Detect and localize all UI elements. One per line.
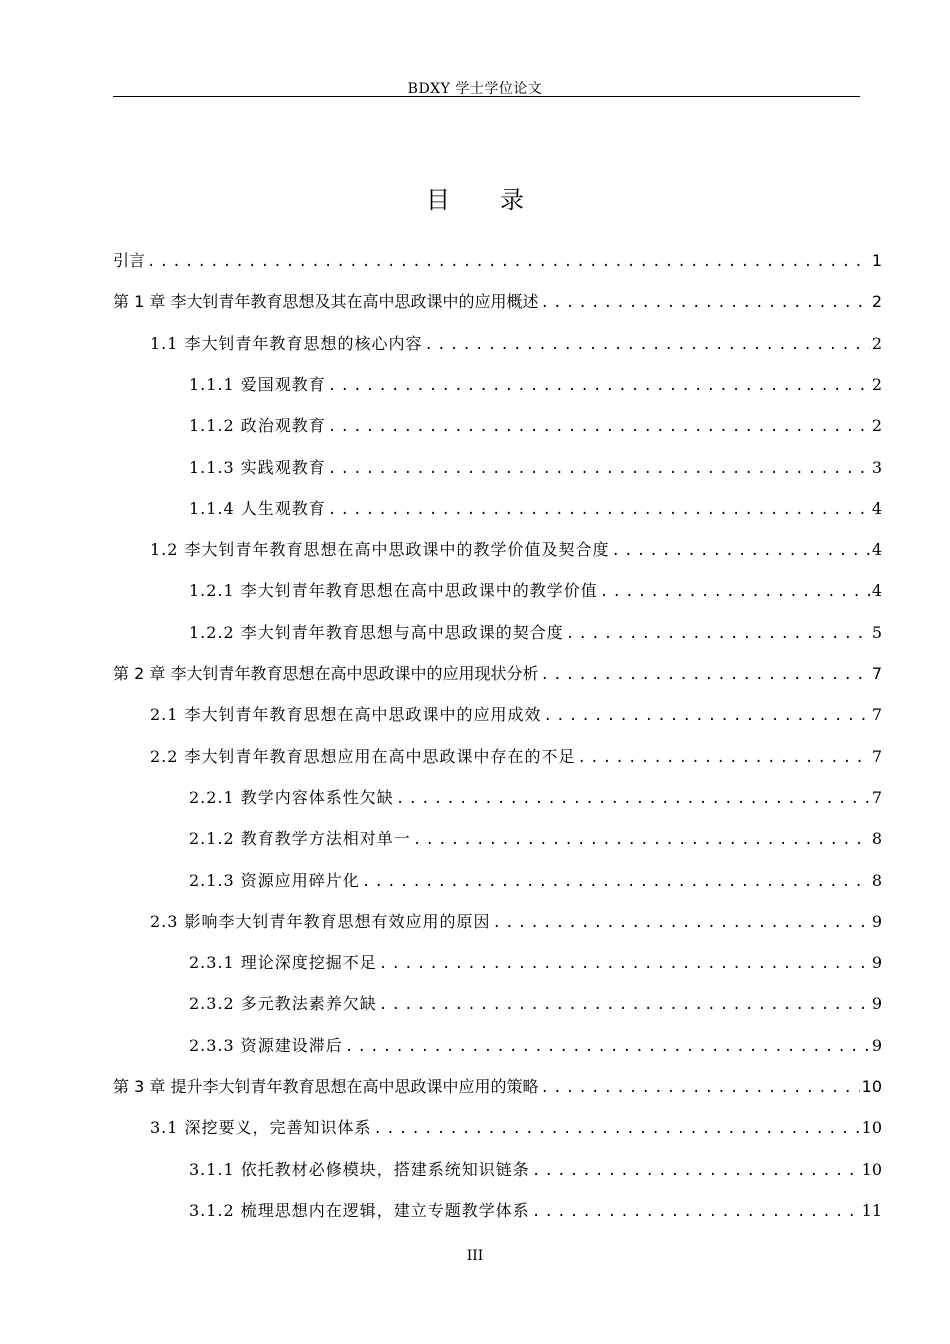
toc-entry-label: 2.2.1 教学内容体系性欠缺 (189, 788, 394, 807)
toc-entry[interactable] (189, 1198, 882, 1222)
toc-entry-label: 2.2 李大钊青年教育思想应用在高中思政课中存在的不足 (150, 747, 576, 766)
toc-entry-label: 1.1.2 政治观教育 (189, 416, 326, 435)
dot-leader (379, 956, 870, 972)
toc-entry-label: 1.2.1 李大钊青年教育思想在高中思政课中的教学价值 (189, 581, 598, 600)
toc-entry[interactable] (189, 991, 882, 1015)
toc-entry-label: 2.3 影响李大钊青年教育思想有效应用的原因 (150, 912, 491, 931)
toc-entry[interactable] (150, 1115, 882, 1139)
toc-entry[interactable] (189, 620, 882, 644)
toc-entry-page: 9 (871, 953, 882, 972)
toc-entry-page: 9 (871, 994, 882, 1013)
toc-entry-page: 1 (871, 251, 882, 270)
toc-entry-page: 4 (871, 581, 882, 600)
dot-leader (147, 254, 870, 270)
toc-entry[interactable] (189, 826, 882, 850)
toc-entry-page: 3 (871, 458, 882, 477)
toc-entry-page: 8 (871, 829, 882, 848)
dot-leader (396, 791, 870, 807)
toc-entry-page: 10 (861, 1160, 882, 1179)
dot-leader (328, 419, 870, 435)
toc-entry-label: 2.1.2 教育教学方法相对单一 (189, 829, 411, 848)
dot-leader (566, 626, 870, 642)
dot-leader (532, 1204, 860, 1220)
toc-entry-label: 2.3.3 资源建设滞后 (189, 1036, 343, 1055)
toc-entry-label: 2.3.1 理论深度挖掘不足 (189, 953, 377, 972)
toc-entry-page: 2 (871, 416, 882, 435)
toc-entry[interactable] (113, 248, 882, 272)
toc-entry-label: 1.1.4 人生观教育 (189, 499, 326, 518)
toc-entry-page: 11 (861, 1201, 882, 1220)
toc-entry[interactable] (113, 289, 882, 313)
toc-entry[interactable] (189, 1157, 882, 1181)
dot-leader (328, 502, 870, 518)
toc-entry-label: 1.1 李大钊青年教育思想的核心内容 (150, 334, 423, 353)
page-number: III (466, 1248, 484, 1264)
toc-entry-label: 2.3.2 多元教法素养欠缺 (189, 994, 377, 1013)
dot-leader (374, 1121, 860, 1137)
dot-leader (540, 295, 869, 311)
dot-leader (328, 461, 870, 477)
toc-entry-page: 2 (871, 375, 882, 394)
dot-leader (379, 997, 870, 1013)
toc-entry[interactable] (150, 744, 882, 768)
toc-entry-page: 10 (861, 1077, 882, 1096)
dot-leader (578, 750, 870, 766)
toc-entry-label: 2.1 李大钊青年教育思想在高中思政课中的应用成效 (150, 705, 542, 724)
toc-entry[interactable] (113, 1074, 882, 1098)
toc-entry[interactable] (150, 537, 882, 561)
toc-entry[interactable] (189, 413, 882, 437)
toc-title: 目录 (426, 186, 574, 214)
dot-leader (345, 1039, 870, 1055)
toc-entry-page: 7 (871, 747, 882, 766)
toc-entry-page: 2 (871, 292, 882, 311)
toc-entry-page: 9 (871, 912, 882, 931)
toc-entry-label: 1.2 李大钊青年教育思想在高中思政课中的教学价值及契合度 (150, 540, 610, 559)
toc-entry[interactable] (189, 496, 882, 520)
toc-entry-label: 1.2.2 李大钊青年教育思想与高中思政课的契合度 (189, 623, 564, 642)
toc-entry[interactable] (189, 455, 882, 479)
toc-entry[interactable] (189, 1033, 882, 1057)
dot-leader (540, 667, 869, 683)
dot-leader (540, 1080, 859, 1096)
dot-leader (600, 584, 870, 600)
toc-entry-label: 第 1 章 李大钊青年教育思想及其在高中思政课中的应用概述 (113, 292, 539, 311)
toc-entry-label: 3.1.2 梳理思想内在逻辑，建立专题教学体系 (189, 1201, 530, 1220)
toc-entry-page: 2 (871, 334, 882, 353)
dot-leader (328, 378, 870, 394)
toc-entry[interactable] (113, 661, 882, 685)
toc-entry-page: 7 (871, 664, 882, 683)
dot-leader (612, 543, 870, 559)
dot-leader (413, 832, 870, 848)
toc-entry[interactable] (189, 578, 882, 602)
toc-entry[interactable] (150, 702, 882, 726)
dot-leader (544, 708, 870, 724)
toc-entry-label: 1.1.3 实践观教育 (189, 458, 326, 477)
dot-leader (532, 1163, 860, 1179)
toc-entry-label: 第 3 章 提升李大钊青年教育思想在高中思政课中应用的策略 (113, 1077, 539, 1096)
toc-entry-page: 9 (871, 1036, 882, 1055)
toc-entry-page: 4 (871, 499, 882, 518)
toc-entry[interactable] (150, 909, 882, 933)
toc-entry-label: 3.1.1 依托教材必修模块，搭建系统知识链条 (189, 1160, 530, 1179)
toc-entry[interactable] (150, 331, 882, 355)
toc-entry[interactable] (189, 785, 882, 809)
toc-entry-label: 第 2 章 李大钊青年教育思想在高中思政课中的应用现状分析 (113, 664, 539, 683)
toc-entry-page: 8 (871, 871, 882, 890)
toc-entry[interactable] (189, 868, 882, 892)
header-divider (113, 96, 860, 97)
toc-entry-page: 4 (871, 540, 882, 559)
toc-entry-page: 5 (871, 623, 882, 642)
dot-leader (425, 337, 870, 353)
toc-entry[interactable] (189, 372, 882, 396)
toc-entry-label: 3.1 深挖要义，完善知识体系 (150, 1118, 372, 1137)
toc-entry-page: 10 (861, 1118, 882, 1137)
toc-entry-label: 1.1.1 爱国观教育 (189, 375, 326, 394)
toc-entry[interactable] (189, 950, 882, 974)
toc-entry-label: 2.1.3 资源应用碎片化 (189, 871, 360, 890)
toc-entry-page: 7 (871, 705, 882, 724)
toc-entry-label: 引言 (113, 251, 146, 270)
dot-leader (493, 915, 870, 931)
running-header: BDXY 学士学位论文 (407, 81, 543, 97)
dot-leader (362, 874, 870, 890)
toc-entry-page: 7 (871, 788, 882, 807)
